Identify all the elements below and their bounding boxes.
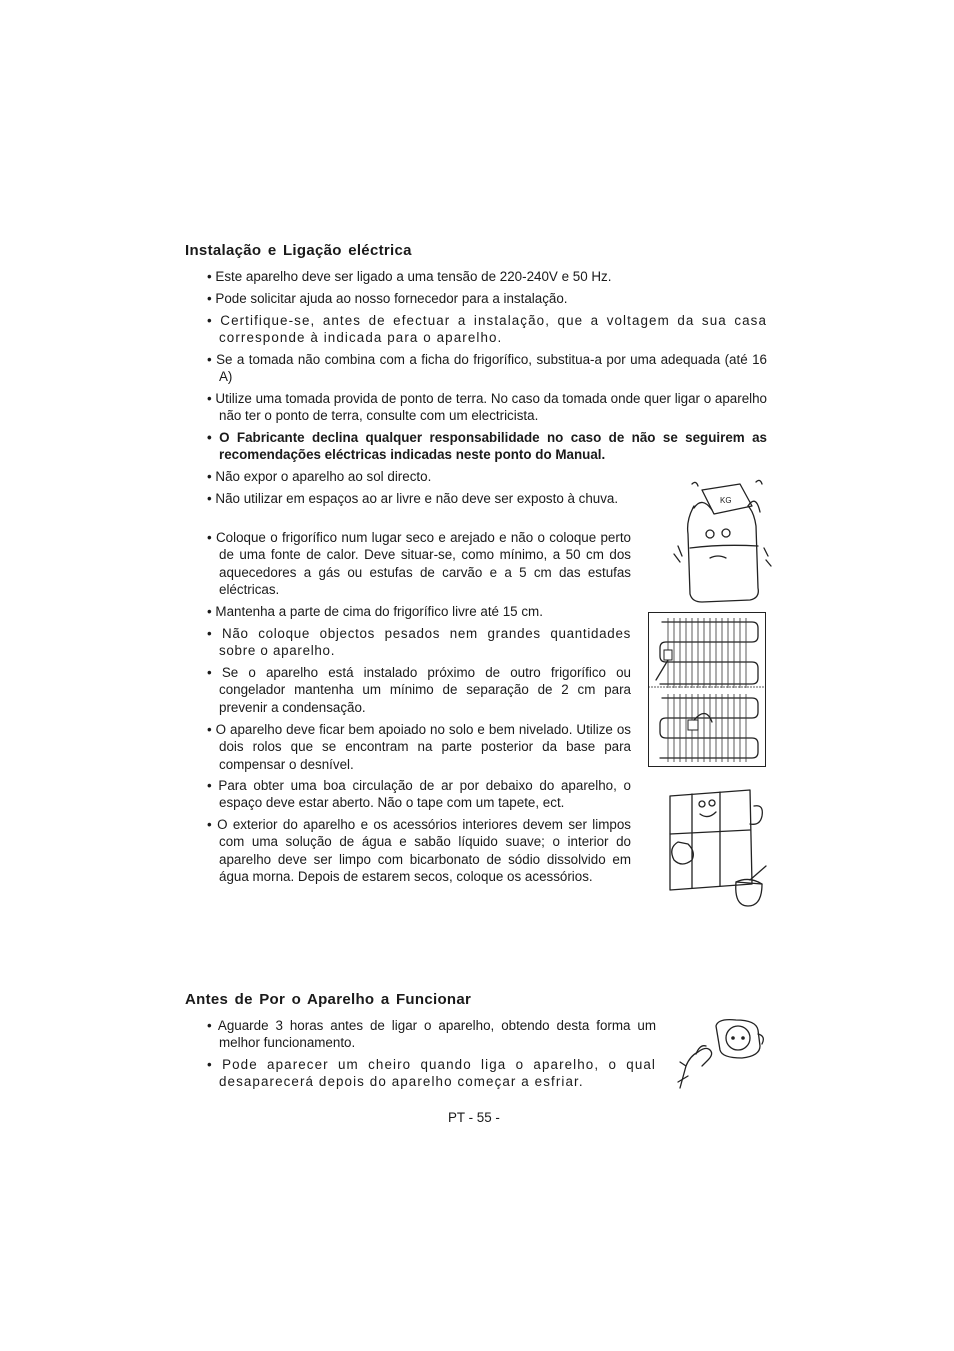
list-item: • Não coloque objectos pesados nem grandes quantidades sobre o aparelho. [207, 625, 631, 660]
list-item: • Para obter uma boa circulação de ar por debaixo do aparelho, o espaço deve estar aberto. Não o tape com um tapete, ect. [207, 777, 631, 812]
list-item: • O aparelho deve ficar bem apoiado no solo e bem nivelado. Utilize os dois rolos que se encontram na parte posterior da base para compensar o desnível. [207, 721, 631, 773]
list-item: • Não utilizar em espaços ao ar livre e não deve ser exposto à chuva. [207, 490, 631, 507]
list-item: • Se o aparelho está instalado próximo de outro frigorífico ou congelador mantenha um mínimo de separação de 2 cm para prevenir a condensação. [207, 664, 631, 716]
section-title-installation: Instalação e Ligação eléctrica [185, 242, 412, 259]
list-item: • Certifique-se, antes de efectuar a instalação, que a voltagem da sua casa corresponde à indicada para o aparelho. [207, 312, 767, 347]
list-item: • Coloque o frigorífico num lugar seco e arejado e não o coloque perto de uma fonte de calor. Deve situar-se, como mínimo, a 50 cm dos aquecedores a gás ou estufas de carvão e a 5 cm das estufas eléctricas. [207, 529, 631, 599]
hand-plug-socket-illustration [676, 1016, 768, 1096]
list-item: • Mantenha a parte de cima do frigorífico livre até 15 cm. [207, 603, 631, 620]
list-item: • Pode solicitar ajuda ao nosso fornecedor para a instalação. [207, 290, 767, 307]
list-item: • Utilize uma tomada provida de ponto de terra. No caso da tomada onde quer ligar o aparelho não ter o ponto de terra, consulte com um electricista. [207, 390, 767, 425]
fridge-cleaning-illustration [662, 782, 772, 910]
list-item: • O exterior do aparelho e os acessórios interiores devem ser limpos com uma solução de água e sabão líquido suave; o interior do aparelho deve ser limpo com bicarbonato de sódio dissolvido em água morna. Depois de estarem secos, coloque os acessórios. [207, 816, 631, 886]
box-label: KG [720, 496, 732, 505]
fridge-carrying-box-illustration [672, 476, 772, 606]
page-number: PT - 55 - [448, 1110, 500, 1125]
list-item: • Se a tomada não combina com a ficha do frigorífico, substitua-a por uma adequada (até 16 A) [207, 351, 767, 386]
list-item: • Não expor o aparelho ao sol directo. [207, 468, 631, 485]
list-item-warning: • O Fabricante declina qualquer responsabilidade no caso de não se seguirem as recomendações eléctricas indicadas neste ponto do Manual. [207, 429, 767, 464]
condenser-spacing-diagram [648, 612, 766, 767]
list-item: • Pode aparecer um cheiro quando liga o aparelho, o qual desaparecerá depois do aparelho começar a esfriar. [207, 1056, 656, 1091]
section-title-before-use: Antes de Por o Aparelho a Funcionar [185, 991, 472, 1008]
list-item: • Este aparelho deve ser ligado a uma tensão de 220-240V e 50 Hz. [207, 268, 767, 285]
list-item: • Aguarde 3 horas antes de ligar o aparelho, obtendo desta forma um melhor funcionamento. [207, 1017, 656, 1052]
